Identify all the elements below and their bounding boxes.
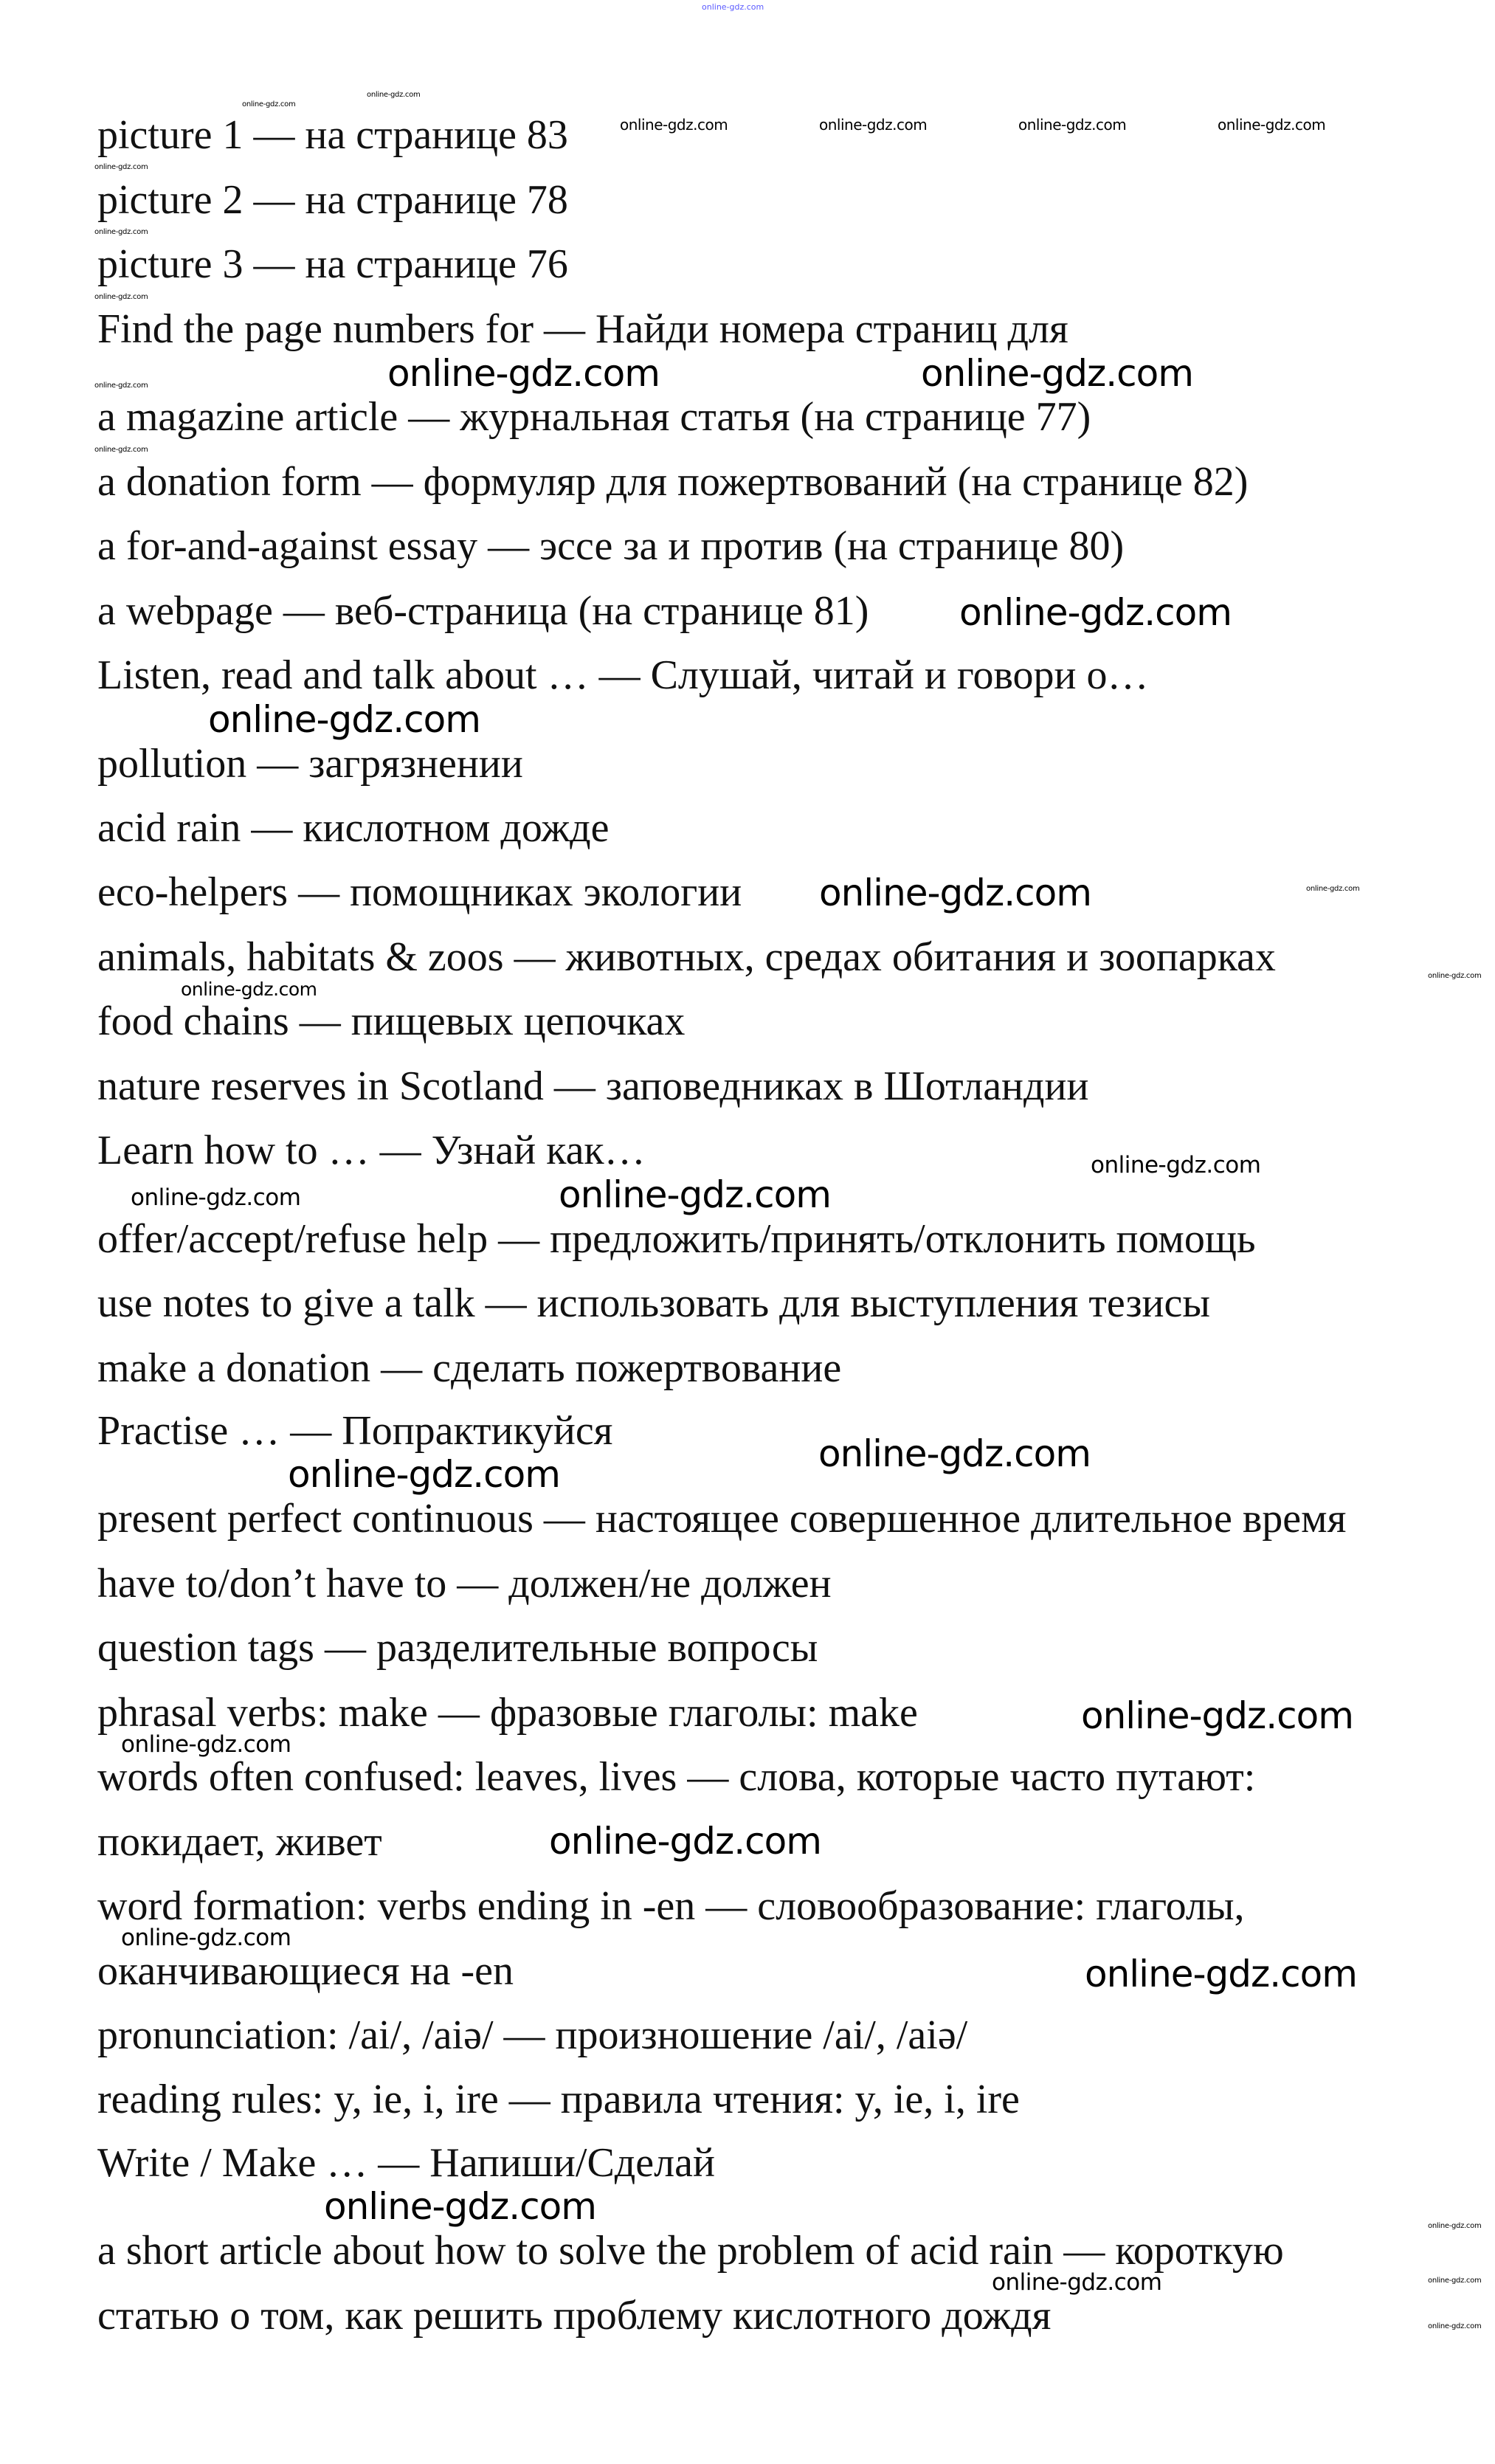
watermark: online-gdz.com (131, 1184, 301, 1211)
text-line: animals, habitats & zoos — животных, средах обитания и зоопарках (97, 934, 1276, 980)
section-heading: Practise … — Попрактикуйся (97, 1408, 613, 1454)
watermark: online-gdz.com (1428, 2322, 1482, 2330)
text-line: nature reserves in Scotland — заповедниках в Шотландии (97, 1063, 1089, 1109)
text-line: reading rules: y, ie, i, ire — правила чтения: y, ie, i, ire (97, 2077, 1020, 2122)
watermark: online-gdz.com (94, 228, 148, 236)
watermark: online-gdz.com (819, 872, 1091, 914)
watermark: online-gdz.com (620, 116, 728, 134)
section-heading: Learn how to … — Узнай как… (97, 1128, 646, 1173)
watermark: online-gdz.com (288, 1453, 560, 1496)
text-line: статью о том, как решить проблему кислотного дождя (97, 2293, 1052, 2339)
watermark: online-gdz.com (818, 1432, 1091, 1475)
text-line: pronunciation: /ai/, /aiə/ — произношение /ai/, /aiə/ (97, 2012, 968, 2058)
watermark: online-gdz.com (94, 163, 148, 171)
watermark: online-gdz.com (819, 116, 928, 134)
text-line: a short article about how to solve the problem of acid rain — короткую (97, 2228, 1284, 2274)
watermark: online-gdz.com (1428, 2277, 1482, 2285)
watermark: online-gdz.com (121, 1925, 291, 1951)
text-line: question tags — разделительные вопросы (97, 1625, 818, 1671)
text-line: acid rain — кислотном дожде (97, 805, 610, 851)
watermark: online-gdz.com (1081, 1694, 1353, 1737)
watermark: online-gdz.com (367, 91, 421, 99)
watermark: online-gdz.com (1306, 885, 1360, 893)
text-line: оканчивающиеся на -en (97, 1948, 514, 1994)
text-line: words often confused: leaves, lives — слова, которые часто путают: (97, 1754, 1256, 1800)
text-line: pollution — загрязнении (97, 741, 523, 787)
watermark: online-gdz.com (559, 1173, 831, 1216)
text-line: a webpage — веб-страница (на странице 81) (97, 588, 869, 634)
section-heading: Find the page numbers for — Найди номера страниц для (97, 306, 1068, 352)
text-line: покидает, живет (97, 1819, 382, 1865)
watermark: online-gdz.com (959, 591, 1232, 634)
text-line: a for-and-against essay — эссе за и против (на странице 80) (97, 523, 1125, 569)
watermark: online-gdz.com (181, 979, 317, 1000)
watermark: online-gdz.com (1428, 2222, 1482, 2230)
text-line: offer/accept/refuse help — предложить/принять/отклонить помощь (97, 1216, 1256, 1262)
watermark: online-gdz.com (387, 352, 660, 395)
watermark: online-gdz.com (1091, 1152, 1261, 1178)
text-line: picture 3 — на странице 76 (97, 241, 568, 287)
watermark: online-gdz.com (324, 2185, 596, 2228)
text-line: make a donation — сделать пожертвование (97, 1345, 842, 1391)
watermark: online-gdz.com (242, 100, 296, 108)
watermark: online-gdz.com (549, 1820, 821, 1863)
watermark-top: online-gdz.com (702, 2, 764, 12)
text-line: present perfect continuous — настоящее совершенное длительное время (97, 1496, 1347, 1542)
text-line: phrasal verbs: make — фразовые глаголы: make (97, 1690, 918, 1736)
text-line: picture 2 — на странице 78 (97, 177, 568, 223)
watermark: online-gdz.com (1018, 116, 1127, 134)
text-line: use notes to give a talk — использовать для выступления тезисы (97, 1280, 1211, 1326)
section-heading: Write / Make … — Напиши/Сделай (97, 2140, 715, 2186)
text-line: have to/don’t have to — должен/не должен (97, 1561, 832, 1607)
text-line: eco-helpers — помощниках экологии (97, 869, 742, 915)
watermark: online-gdz.com (94, 446, 148, 454)
watermark: online-gdz.com (94, 382, 148, 390)
watermark: online-gdz.com (1218, 116, 1326, 134)
watermark: online-gdz.com (1428, 972, 1482, 980)
watermark: online-gdz.com (94, 293, 148, 301)
watermark: online-gdz.com (921, 352, 1193, 395)
text-line: picture 1 — на странице 83 (97, 112, 568, 158)
watermark: online-gdz.com (208, 698, 480, 741)
section-heading: Listen, read and talk about … — Слушай, читай и говори о… (97, 652, 1149, 698)
watermark: online-gdz.com (121, 1731, 291, 1758)
text-line: word formation: verbs ending in -en — словообразование: глаголы, (97, 1883, 1245, 1929)
watermark: online-gdz.com (1085, 1953, 1357, 1995)
watermark: online-gdz.com (992, 2269, 1162, 2296)
text-line: a donation form — формуляр для пожертвований (на странице 82) (97, 459, 1249, 505)
text-line: food chains — пищевых цепочках (97, 998, 686, 1044)
text-line: a magazine article — журнальная статья (на странице 77) (97, 394, 1091, 440)
